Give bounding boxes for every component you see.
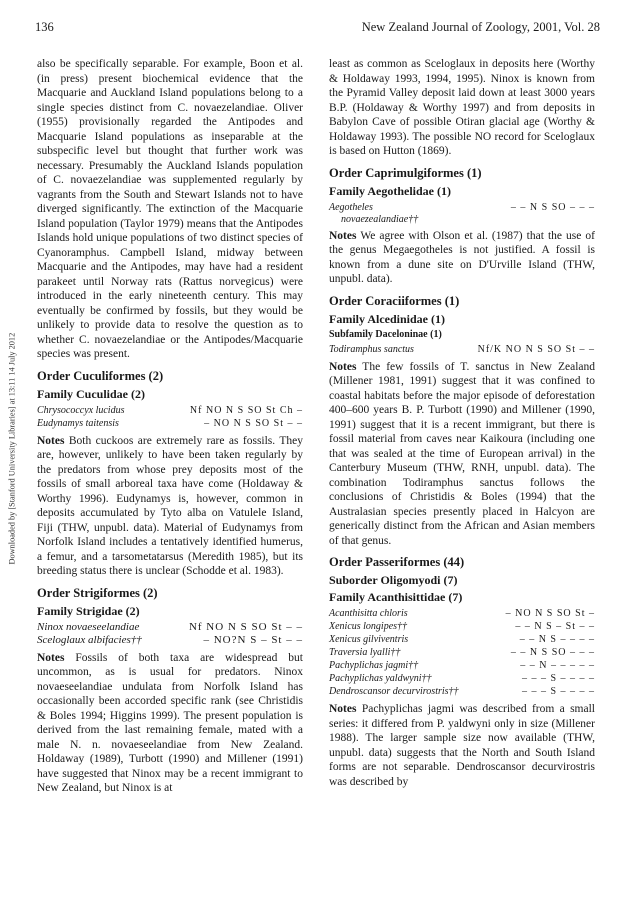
subfamily-heading: Subfamily Daceloninae (1) (329, 328, 442, 340)
table-row (329, 620, 595, 633)
table-row (329, 201, 595, 214)
species-name: Xenicus gilviventris (329, 634, 409, 645)
species-name: Sceloglaux albifacies†† (37, 633, 142, 646)
table-row (37, 404, 303, 417)
order-heading: Order Caprimulgiformes (1) (329, 165, 482, 180)
notes-label: Notes (329, 360, 357, 373)
table-row (37, 417, 303, 430)
species-status: – – N S SO – – – (510, 647, 595, 658)
species-name: Dendroscansor decurvirostris†† (329, 686, 459, 697)
species-status: Nf/K NO N S SO St – – (477, 343, 595, 355)
species-table (329, 343, 595, 356)
species-status: – – N S – – – – (519, 634, 595, 645)
notes-label: Notes (37, 651, 65, 664)
right-column (329, 57, 595, 789)
notes-paragraph (329, 229, 595, 287)
family-heading: Family Aegothelidae (1) (329, 183, 451, 198)
order-heading: Order Passeriformes (44) (329, 555, 465, 569)
table-row (329, 685, 595, 698)
notes-paragraph (329, 360, 595, 549)
page-number: 136 (35, 20, 54, 34)
species-status: Nf NO N S SO St – – (188, 620, 303, 633)
species-table (329, 607, 595, 698)
notes-paragraph (37, 434, 303, 579)
species-status: Nf NO N S SO St Ch – (189, 404, 303, 416)
species-name: Ninox novaeseelandiae (37, 620, 140, 633)
notes-paragraph (329, 702, 595, 789)
species-table (37, 404, 303, 430)
species-name: Xenicus longipes†† (329, 621, 408, 632)
table-row (329, 659, 595, 672)
order-heading: Order Coraciiformes (1) (329, 293, 460, 308)
suborder-heading: Suborder Oligomyodi (7) (329, 573, 458, 587)
table-row (329, 646, 595, 659)
notes-label: Notes (329, 229, 357, 242)
species-table (329, 201, 595, 214)
species-name: Pachyplichas yaldwyni†† (329, 673, 432, 684)
notes-text: Fossils of both taxa are widespread but uncommon, as is usual for predators. Ninox novaeseelandiae undulata from Norfolk Island has occasionally been accorded specific rank (see Christidis & Boles 1994; Higgins 1999). The present population is derived from the last remaining female, mated with a male N. n. novaeseelandiae from New Zealand. Holdaway (1989), Turbott (1990) and Millener (1991) have suggested that Ninox may be a recent immigrant to New Zealand, but Ninox is at (37, 651, 303, 794)
notes-paragraph (37, 651, 303, 796)
species-name: Chrysococcyx lucidus (37, 404, 125, 416)
paragraph: least as common as Sceloglaux in deposits here (Worthy & Holdaway 1993, 1994, 1995). Ninox is known from the Pyramid Valley deposit laid down at least 3000 years B.P. (Holdaway & Worthy 1997) and from deposits in Babylon Cave of possible Otiran glacial age (Worthy & Holdaway 1993). The possible NO record for Sceloglaux is based on Hutton (1869). (329, 58, 595, 157)
notes-text: Pachyplichas jagmi was described from a small series: it differed from P. yaldwyni only in size (Millener 1988). The larger sample size now available (THW, unpubl. data) suggests that the North and South Island forms are not separable. Dendroscansor decurvirostris was described by (329, 703, 595, 788)
download-watermark: Downloaded by [Stanford University Libraries] at 13:11 14 July 2012 (7, 332, 17, 565)
notes-text: Both cuckoos are extremely rare as fossils. They are, however, unlikely to have been taken regularly by the predators from whose prey deposits most of the fossils of small arboreal taxa have come (Holdaway & Worthy 1996). Eudynamys is, however, common in deposits accumulated by Tyto alba on Vatulele Island, Fiji (THW, unpubl. data). Material of Eudynamys from Norfolk Island includes a tentatively identified humerus, a femur, and a tarsometatarsus (Meredith 1985), but its breeding status there is unclear (Schodde et al. 1983). (37, 434, 303, 577)
species-status: – NO?N S – St – – (203, 633, 303, 646)
left-column (37, 57, 303, 796)
table-row (329, 672, 595, 685)
notes-text: We agree with Olson et al. (1987) that the use of the genus Megaegotheles is not justified. A fossil is known from a dune site on D'Urville Island (THW, unpubl. data). (329, 229, 595, 285)
notes-label: Notes (329, 703, 357, 715)
paragraph: also be specifically separable. For example, Boon et al. (in press) present biochemical evidence that the Macquarie and Auckland Island populations belong to a single species distinct from C. novaezelandiae. Oliver (1955) provisionally regarded the Antipodes and Macquarie Island populations as inseparable at the subspecific level but thought that further work was necessary. Presumably the Auckland Islands population of C. novaezelandiae was supplemented regularly by vagrants from the South and Stewart Islands not to have diverged significantly. The extinction of the Macquarie Island population (Taylor 1979) means that the Antipodes Islands hold unique populations of two distinct species of Cyanoramphus. Campbell Island, midway between Macquarie and the Antipodes, may have had a resident parakeet until Norway rats (Rattus norvegicus) were introduced in the early nineteenth century. This may eventually be confirmed by fossils, but they would be unlikely to provide data to resolve the question as to whether C. novaezelandiae or the Antipodes/Macquarie species was present. (37, 58, 303, 360)
table-row (329, 607, 595, 620)
species-name: Todiramphus sanctus (329, 343, 414, 355)
table-row (329, 633, 595, 646)
species-status: – – N – – – – – (520, 660, 595, 671)
family-heading: Family Strigidae (2) (37, 603, 140, 618)
species-status: – NO N S SO St – – (204, 417, 303, 429)
species-table (37, 621, 303, 647)
species-status: – – N S SO – – – (510, 201, 595, 213)
species-name: Acanthisitta chloris (329, 608, 408, 619)
notes-label: Notes (37, 434, 65, 447)
species-status: – – – S – – – – (521, 686, 595, 697)
species-name: Traversia lyalli†† (329, 647, 401, 658)
table-row (329, 343, 595, 356)
family-heading: Family Alcedinidae (1) (329, 311, 445, 326)
family-heading: Family Cuculidae (2) (37, 386, 145, 401)
journal-header: New Zealand Journal of Zoology, 2001, Vol. 28 (361, 20, 600, 34)
order-heading: Order Cuculiformes (2) (37, 368, 164, 383)
species-subname: novaezealandiae†† (341, 213, 419, 225)
species-name: Pachyplichas jagmi†† (329, 660, 419, 671)
species-name: Aegotheles (329, 201, 373, 213)
table-row (37, 621, 303, 634)
order-heading: Order Strigiformes (2) (37, 585, 158, 600)
species-status: – NO N S SO St – (505, 608, 595, 619)
family-heading: Family Acanthisittidae (7) (329, 590, 463, 604)
species-status: – – – S – – – – (521, 673, 595, 684)
table-row (37, 634, 303, 647)
species-name: Eudynamys taitensis (37, 417, 119, 429)
species-status: – – N S – St – – (515, 621, 595, 632)
notes-text: The few fossils of T. sanctus in New Zealand (Millener 1981, 1991) suggest that it was confined to coastal habitats before the major episode of deforestation 400–600 years B. P. Turbott (1990) and Millener (1990, 1991) suggest that it is a recent immigrant, but there is fossil material from caves near Kaikoura (including one that was sealed at the time of European arrival) in the Canterbury Museum (THW, RNH, unpubl. data). The combination Todiramphus sanctus follows the conclusions of Christidis & Boles (1994) that the Australasian species presently placed in Halcyon are generically distinct from the African and Asian members of that genus. (329, 360, 595, 547)
